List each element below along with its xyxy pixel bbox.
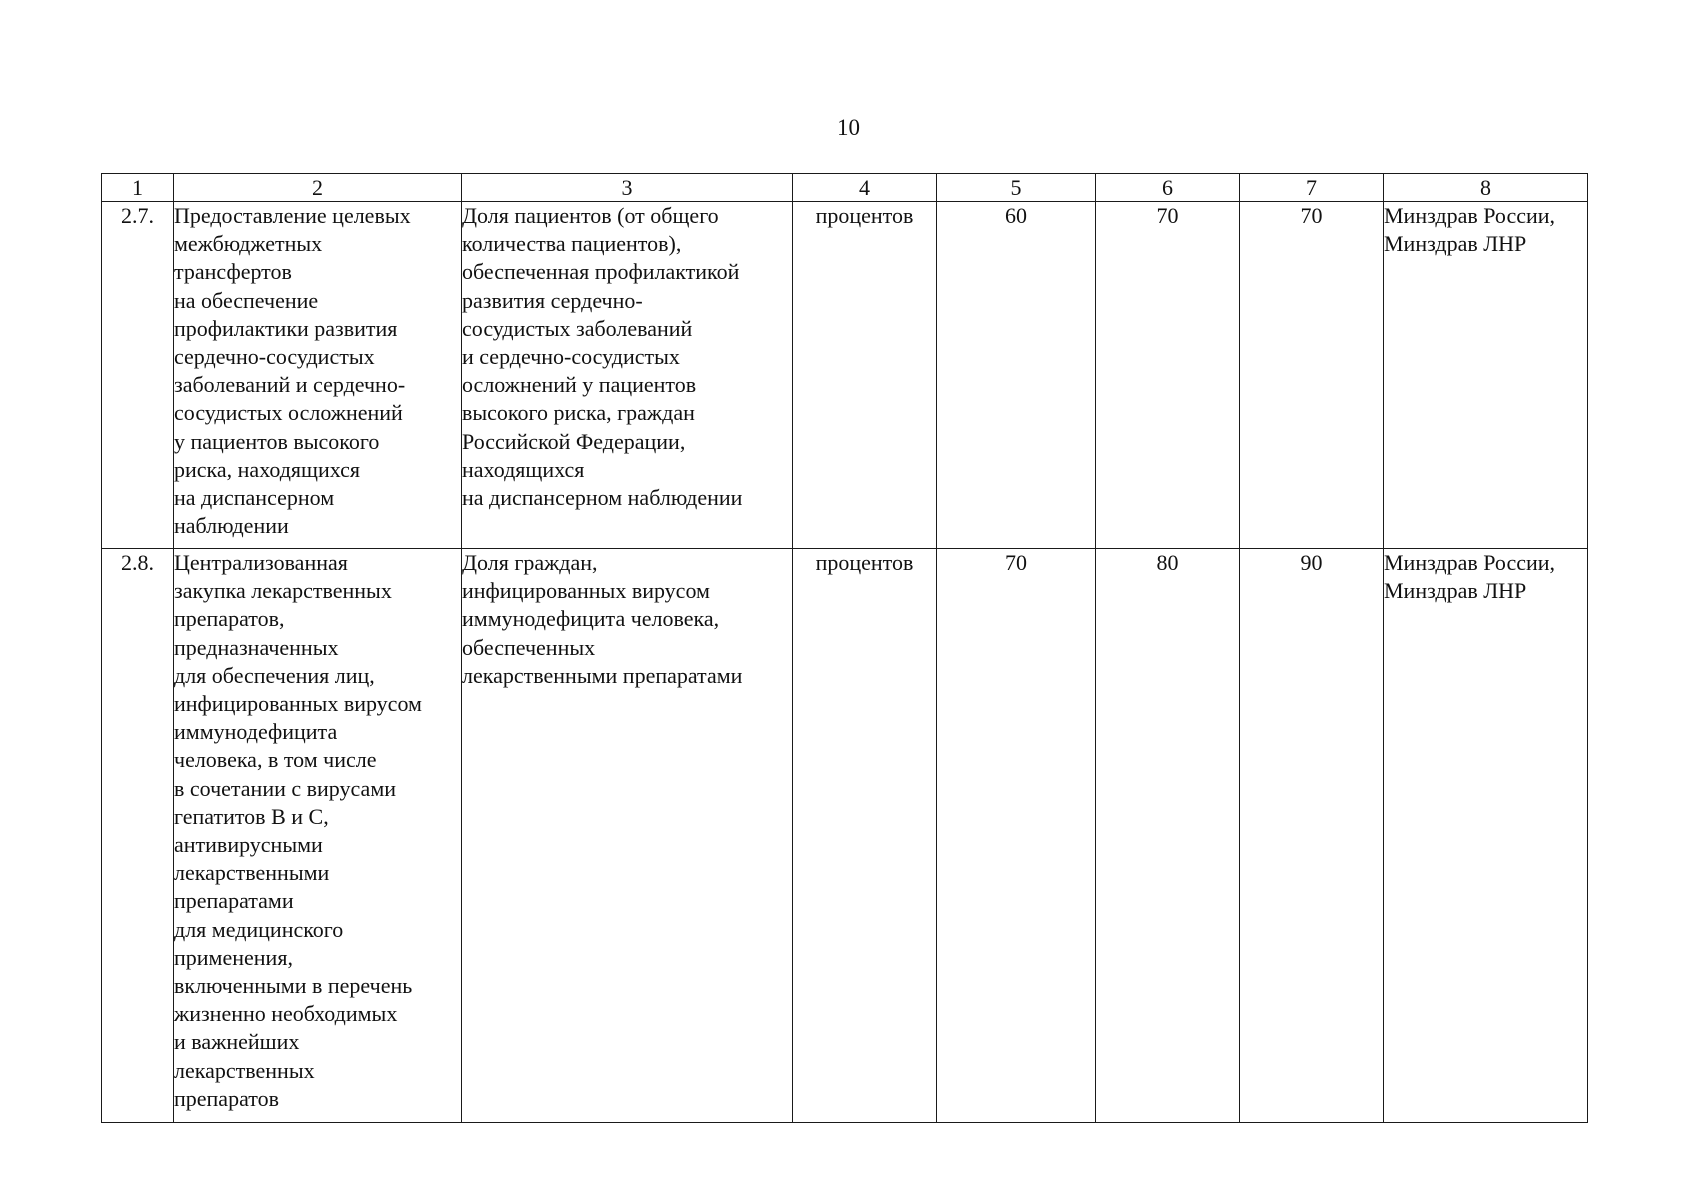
measure-cell: [174, 202, 462, 549]
measure-line: для медицинского: [174, 916, 344, 942]
column-header: 5: [937, 174, 1096, 202]
column-header: 1: [102, 174, 174, 202]
indicator-line: высокого риска, граждан: [462, 400, 695, 426]
responsible-line: Минздрав ЛНР: [1384, 578, 1527, 604]
measure-line: человека, в том числе: [174, 747, 377, 773]
measure-line: иммунодефицита: [174, 719, 338, 745]
measure-line: препаратов,: [174, 606, 285, 632]
indicator-line: Доля пациентов (от общего: [462, 203, 719, 228]
indicator-line: сосудистых заболеваний: [462, 315, 693, 341]
measure-line: риска, находящихся: [174, 456, 361, 482]
value-col7: 90: [1240, 549, 1384, 1123]
measure-line: на обеспечение: [174, 287, 319, 313]
measure-line: Предоставление целевых: [174, 203, 411, 228]
unit-cell: процентов: [793, 202, 937, 549]
measure-line: заболеваний и сердечно-: [174, 372, 406, 398]
indicator-line: развития сердечно-: [462, 287, 643, 313]
unit-cell: процентов: [793, 549, 937, 1123]
header-row: [102, 174, 1588, 202]
measure-line: препаратов: [174, 1085, 279, 1111]
measure-line: на диспансерном: [174, 485, 335, 511]
value-col5: 70: [937, 549, 1096, 1123]
indicator-line: обеспеченных: [462, 634, 596, 660]
column-header: 3: [462, 174, 793, 202]
indicator-line: находящихся: [462, 456, 585, 482]
page-number: 10: [837, 115, 860, 140]
measure-line: инфицированных вирусом: [174, 691, 422, 717]
measure-line: закупка лекарственных: [174, 578, 392, 604]
measure-line: гепатитов B и C,: [174, 803, 329, 829]
indicator-line: иммунодефицита человека,: [462, 606, 720, 632]
indicator-line: Доля граждан,: [462, 550, 598, 575]
measure-line: лекарственных: [174, 1057, 315, 1083]
measure-line: в сочетании с вирусами: [174, 775, 397, 801]
measure-line: и важнейших: [174, 1029, 300, 1055]
table-row: [102, 202, 1588, 549]
measure-line: Централизованная: [174, 550, 348, 575]
measure-line: профилактики развития: [174, 315, 398, 341]
column-header: 2: [174, 174, 462, 202]
measure-line: сердечно-сосудистых: [174, 344, 375, 370]
indicator-cell: [462, 202, 793, 549]
measure-line: у пациентов высокого: [174, 428, 380, 454]
table-row: [102, 549, 1588, 1123]
value-col6: 80: [1096, 549, 1240, 1123]
measure-line: применения,: [174, 944, 293, 970]
responsible-cell: [1384, 202, 1588, 549]
column-header: 8: [1384, 174, 1588, 202]
measure-line: предназначенных: [174, 634, 339, 660]
column-header: 7: [1240, 174, 1384, 202]
indicator-line: на диспансерном наблюдении: [462, 485, 743, 511]
measure-line: межбюджетных: [174, 231, 323, 257]
indicator-line: инфицированных вирусом: [462, 578, 710, 604]
indicator-line: обеспеченная профилактикой: [462, 259, 740, 285]
measure-cell: [174, 549, 462, 1123]
indicator-line: лекарственными препаратами: [462, 662, 743, 688]
measure-line: включенными в перечень: [174, 973, 413, 999]
indicator-line: количества пациентов),: [462, 231, 682, 257]
responsible-line: Минздрав ЛНР: [1384, 231, 1527, 257]
indicator-line: осложнений у пациентов: [462, 372, 697, 398]
indicators-table: [101, 173, 1588, 1123]
row-number: 2.8.: [102, 549, 174, 1123]
row-number: 2.7.: [102, 202, 174, 549]
measure-line: лекарственными: [174, 860, 330, 886]
indicator-cell: [462, 549, 793, 1123]
measure-line: наблюдении: [174, 513, 289, 539]
column-header: 4: [793, 174, 937, 202]
responsible-line: Минздрав России,: [1384, 550, 1556, 575]
measure-line: жизненно необходимых: [174, 1001, 398, 1027]
value-col7: 70: [1240, 202, 1384, 549]
indicator-line: Российской Федерации,: [462, 428, 686, 454]
value-col6: 70: [1096, 202, 1240, 549]
responsible-cell: [1384, 549, 1588, 1123]
indicator-line: и сердечно-сосудистых: [462, 344, 680, 370]
value-col5: 60: [937, 202, 1096, 549]
measure-line: трансфертов: [174, 259, 292, 285]
measure-line: для обеспечения лиц,: [174, 662, 375, 688]
responsible-line: Минздрав России,: [1384, 203, 1556, 228]
measure-line: сосудистых осложнений: [174, 400, 403, 426]
measure-line: препаратами: [174, 888, 294, 914]
measure-line: антивирусными: [174, 832, 323, 858]
column-header: 6: [1096, 174, 1240, 202]
